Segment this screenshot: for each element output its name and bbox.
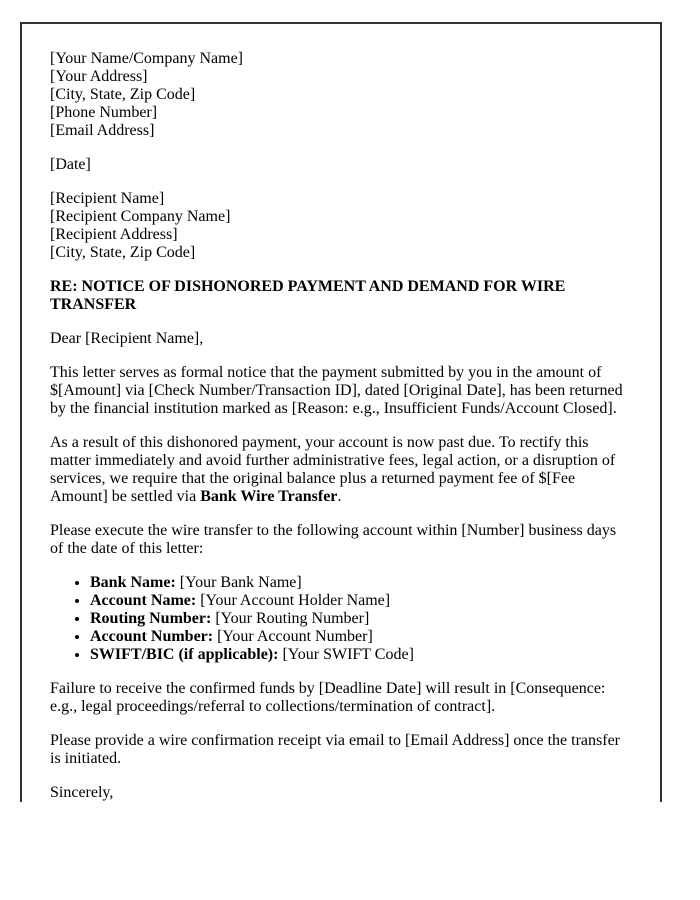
paragraph-demand [50,434,630,506]
paragraph-demand-period: . [337,488,342,505]
routing-number-value: [Your Routing Number] [215,610,370,627]
sender-city-line: [City, State, Zip Code] [50,86,196,103]
paragraph-confirmation: Please provide a wire confirmation receipt via email to [Email Address] once the transfer is initiated. [50,732,621,767]
account-number-label: Account Number: [90,628,214,645]
closing-line: Sincerely, [50,784,114,801]
recipient-address-line: [Recipient Address] [50,226,178,243]
recipient-address-block [50,190,630,262]
date-line: [Date] [50,156,91,173]
list-item-routing-number [90,610,630,628]
list-item-account-name [90,592,630,610]
letter-body-frame [20,22,662,802]
bank-name-label: Bank Name: [90,574,176,591]
paragraph-notice: This letter serves as formal notice that the payment submitted by you in the amount of $[Amount] via [Check Number/Transaction ID], dated [Original Date], has been returned by the financial institution marked as [Reason: e.g., Insufficient Funds/Account Closed]. [50,364,623,417]
swift-bic-value: [Your SWIFT Code] [282,646,414,663]
account-name-label: Account Name: [90,592,197,609]
paragraph-demand-bold-phrase: Bank Wire Transfer [200,488,338,505]
sender-address-line: [Your Address] [50,68,148,85]
paragraph-execute: Please execute the wire transfer to the following account within [Number] business days of the date of this letter: [50,522,617,557]
paragraph-failure: Failure to receive the confirmed funds by [Deadline Date] will result in [Consequence: e.g., legal proceedings/referral to collections/termination of contract]. [50,680,606,715]
bank-details-list [50,574,630,664]
routing-number-label: Routing Number: [90,610,212,627]
list-item-swift-bic [90,646,630,664]
recipient-name-line: [Recipient Name] [50,190,165,207]
list-item-bank-name [90,574,630,592]
sender-address-block [50,50,630,140]
sender-email-line: [Email Address] [50,122,155,139]
salutation: Dear [Recipient Name], [50,330,204,347]
recipient-city-line: [City, State, Zip Code] [50,244,196,261]
sender-name-line: [Your Name/Company Name] [50,50,244,67]
paragraph-demand-text: As a result of this dishonored payment, your account is now past due. To rectify this matter immediately and avoid further administrative fees, legal action, or a disruption of services, we require that the original balance plus a returned payment fee of $[Fee Amount] be settled via [50,434,616,505]
account-name-value: [Your Account Holder Name] [200,592,391,609]
bank-name-value: [Your Bank Name] [179,574,302,591]
sender-phone-line: [Phone Number] [50,104,158,121]
swift-bic-label: SWIFT/BIC (if applicable): [90,646,279,663]
account-number-value: [Your Account Number] [217,628,373,645]
subject-line: RE: NOTICE OF DISHONORED PAYMENT AND DEMAND FOR WIRE TRANSFER [50,278,566,313]
list-item-account-number [90,628,630,646]
recipient-company-line: [Recipient Company Name] [50,208,231,225]
